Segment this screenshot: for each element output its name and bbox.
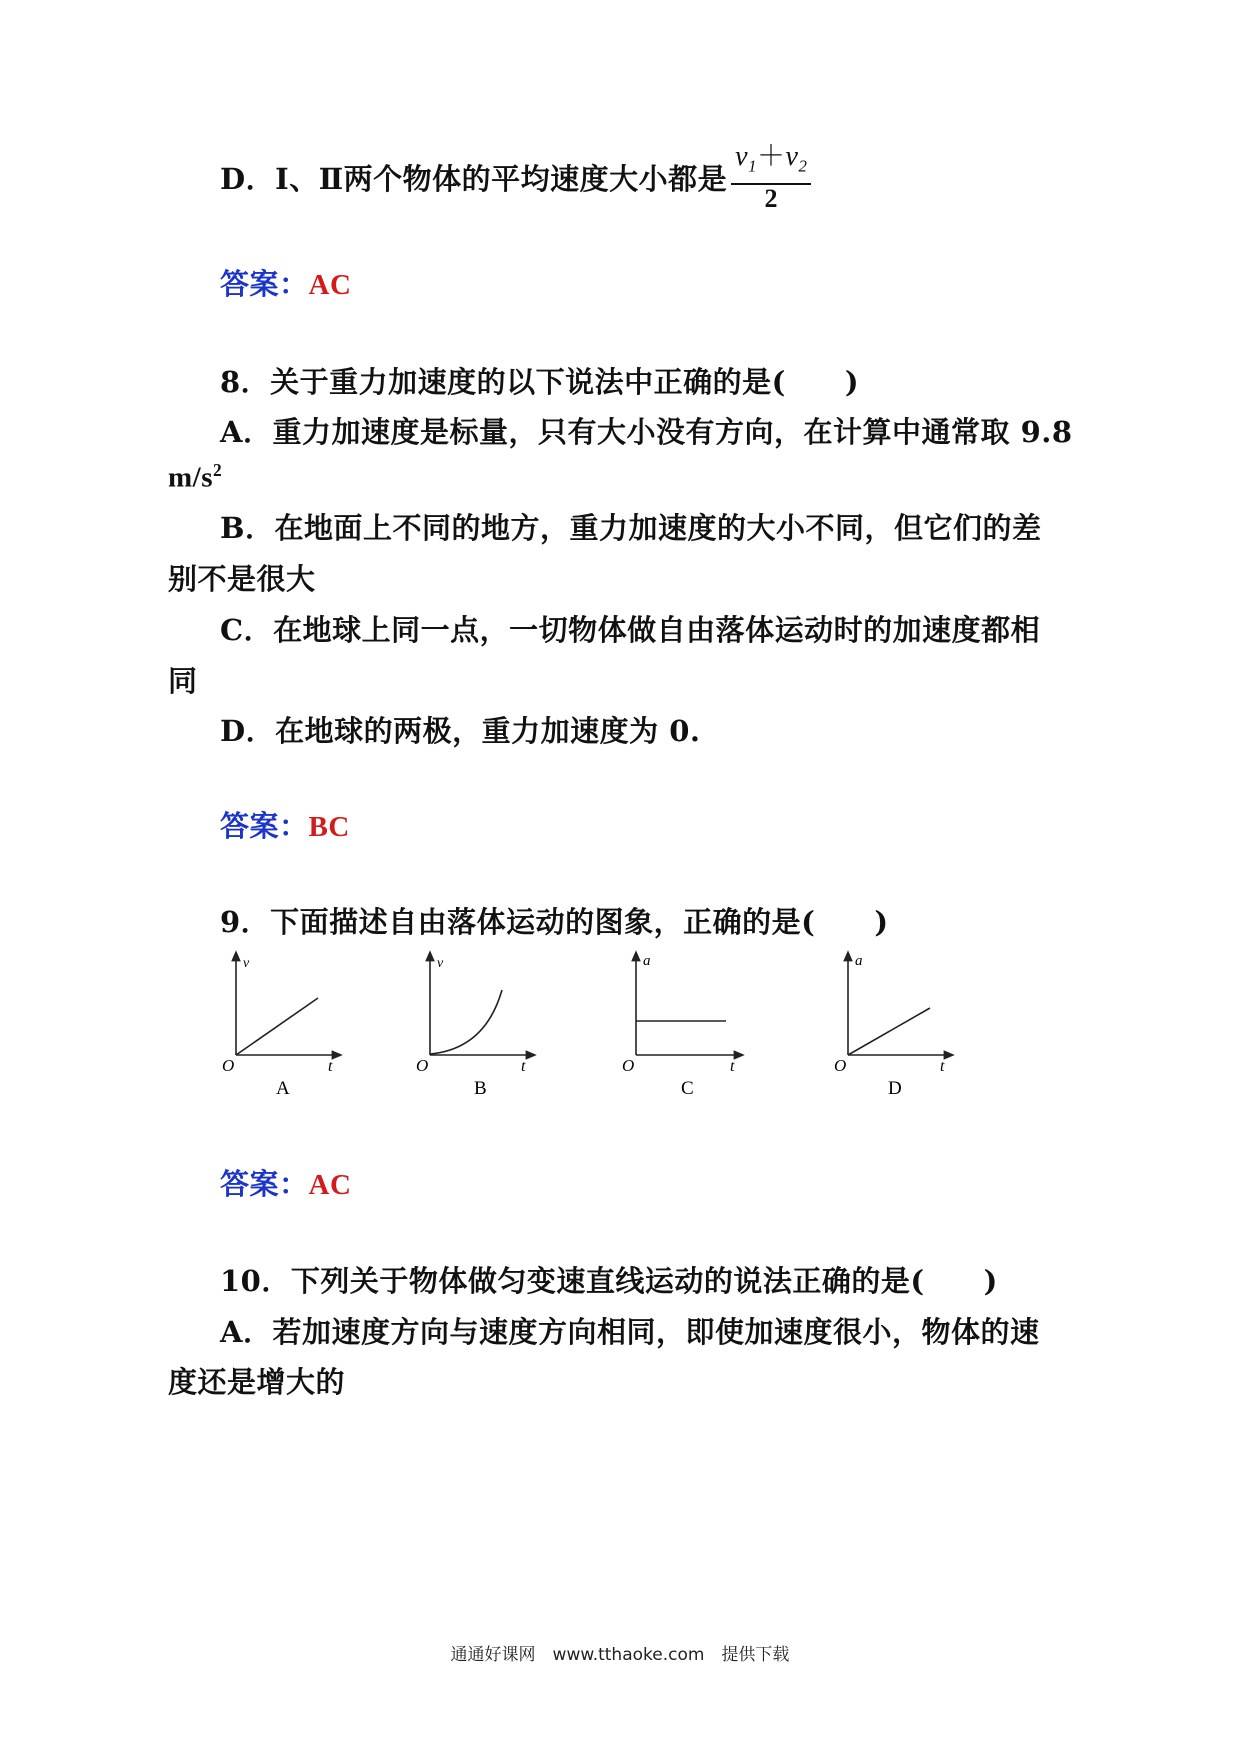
- graph-d: [834, 953, 950, 1099]
- average-velocity-fraction: [731, 141, 811, 213]
- graph-a-y-label: v: [243, 956, 250, 971]
- graph-d-y-label: a: [855, 953, 863, 969]
- graph-a-origin: O: [222, 1056, 235, 1075]
- q8-option-d: D．在地球的两极，重力加速度为 0.: [220, 714, 701, 748]
- page-footer: 通通好课网 www.tthaoke.com 提供下载: [450, 1645, 790, 1665]
- graph-d-label: D: [888, 1078, 902, 1099]
- answer-label: 答案：: [220, 809, 309, 843]
- q8-option-c-line1: C．在地球上同一点，一切物体做自由落体运动时的加速度都相: [220, 613, 1041, 647]
- answer-value: AC: [308, 269, 352, 301]
- q8-option-a-line1: A．重力加速度是标量，只有大小没有方向，在计算中通常取 9.8: [220, 415, 1073, 449]
- graph-a-label: A: [276, 1078, 290, 1099]
- q7-option-d: [220, 141, 811, 217]
- q8-stem: 8．关于重力加速度的以下说法中正确的是( ): [220, 365, 860, 399]
- q9-answer: [220, 1162, 351, 1203]
- q10-stem: 10．下列关于物体做匀变速直线运动的说法正确的是( ): [220, 1264, 998, 1298]
- graph-c-x-label: t: [730, 1058, 735, 1075]
- graph-b-y-label: v: [437, 956, 444, 971]
- q9-graphs: [0, 945, 1240, 1115]
- graph-c-origin: O: [622, 1056, 635, 1075]
- answer-label: 答案：: [220, 1167, 309, 1201]
- q8-option-a-line2: $m/s^2$: [168, 460, 223, 494]
- q8-option-b-line2: 别不是很大: [168, 562, 316, 596]
- q8-option-c-line2: 同: [168, 664, 198, 698]
- q9-stem: 9．下面描述自由落体运动的图象，正确的是( ): [220, 905, 889, 939]
- graph-c: [622, 953, 740, 1099]
- graph-d-x-label: t: [940, 1058, 945, 1075]
- q10-option-a-line2: 度还是增大的: [168, 1365, 346, 1399]
- answer-value: BC: [308, 811, 350, 843]
- q7-answer: [220, 262, 351, 303]
- graph-b: [416, 955, 532, 1099]
- graph-d-origin: O: [834, 1056, 847, 1075]
- fraction-denominator: 2: [764, 183, 778, 213]
- graph-c-y-label: a: [643, 953, 651, 969]
- graph-c-label: C: [681, 1078, 694, 1099]
- fraction-numerator: $v_1+v_2$: [731, 141, 811, 185]
- graph-b-x-label: t: [521, 1058, 526, 1075]
- graph-b-label: B: [474, 1078, 487, 1099]
- q8-answer: [220, 804, 350, 845]
- q10-option-a-line1: A．若加速度方向与速度方向相同，即使加速度很小，物体的速: [220, 1315, 1040, 1349]
- graph-a-x-label: t: [328, 1058, 333, 1075]
- q8-option-b-line1: B．在地面上不同的地方，重力加速度的大小不同，但它们的差: [220, 511, 1042, 545]
- q7-option-d-text: D．Ⅰ、Ⅱ两个物体的平均速度大小都是: [220, 161, 728, 196]
- graph-a: [222, 955, 338, 1099]
- answer-label: 答案：: [220, 267, 309, 301]
- answer-value: AC: [308, 1169, 352, 1201]
- graph-b-origin: O: [416, 1056, 429, 1075]
